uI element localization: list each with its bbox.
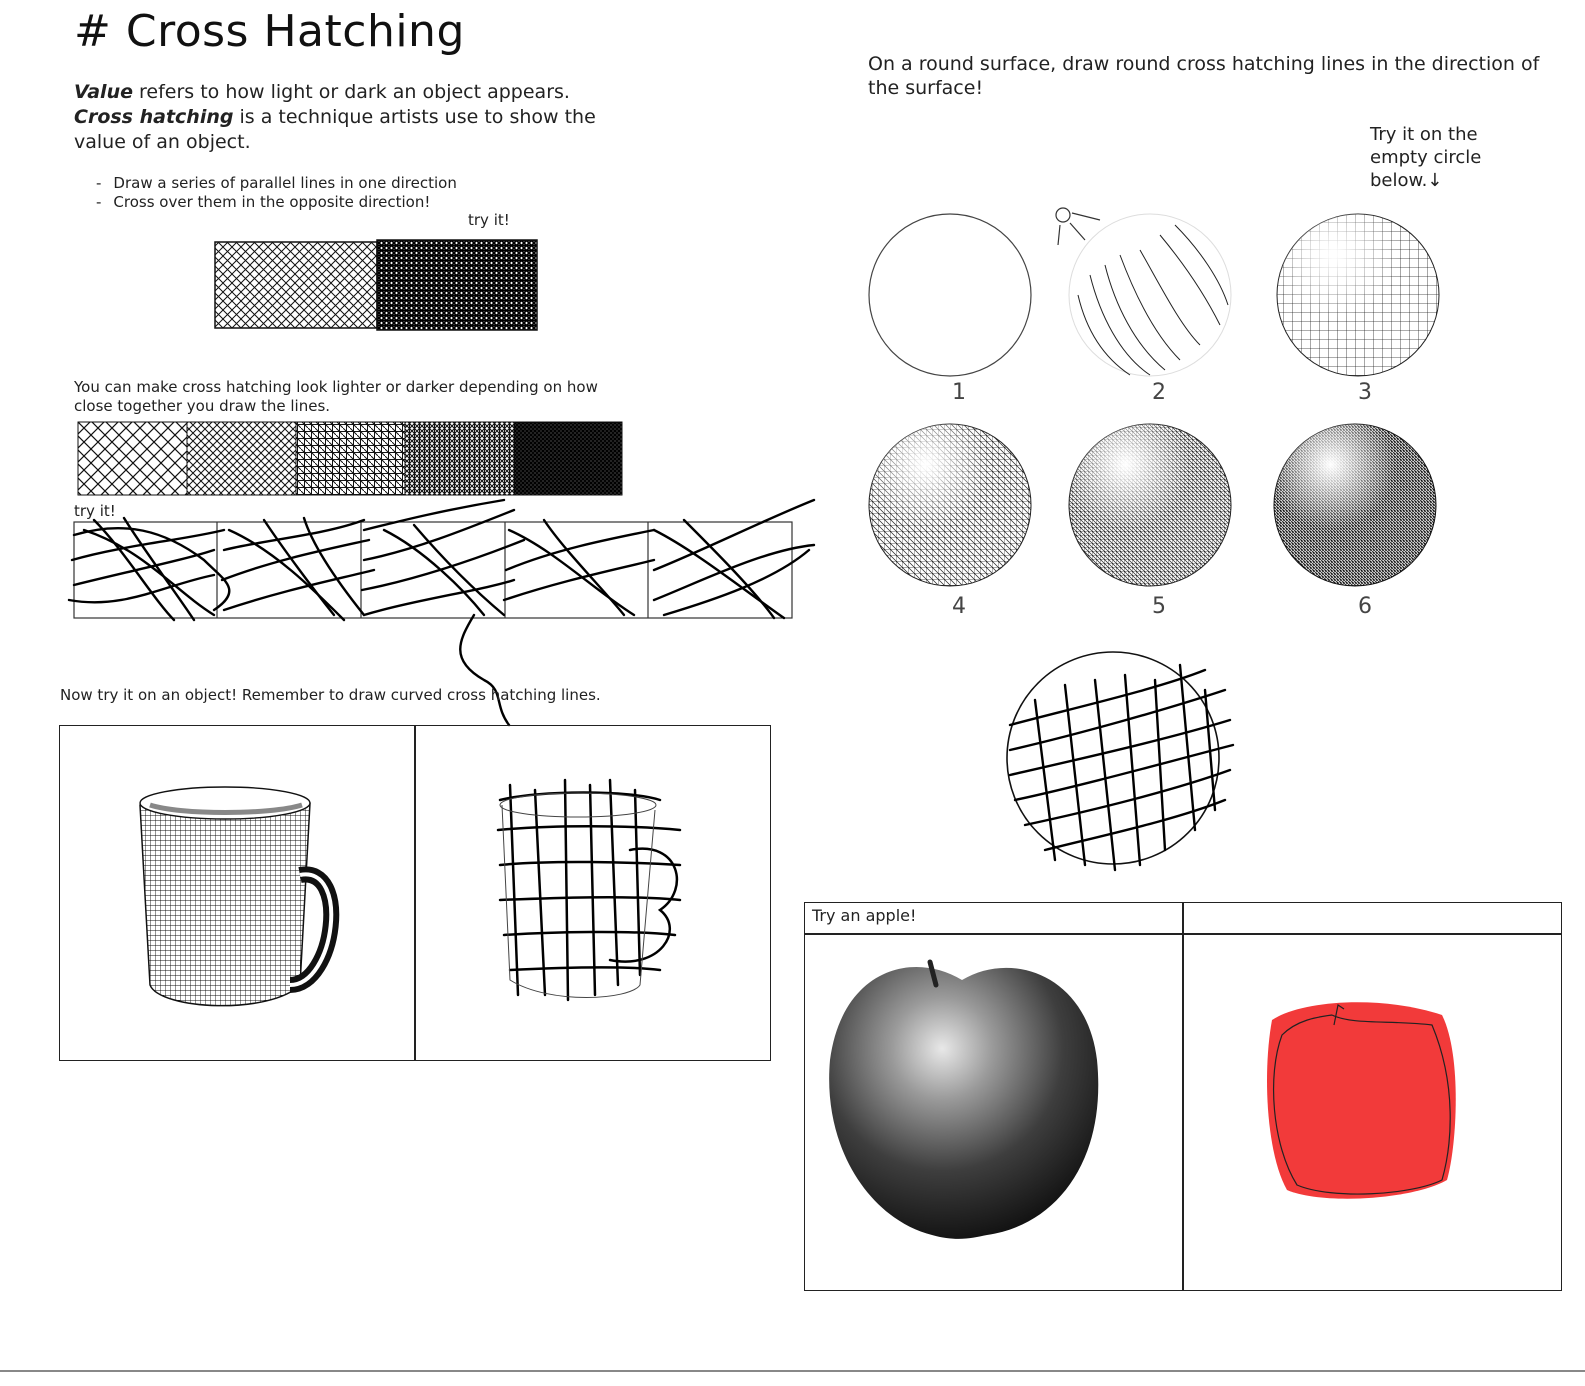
sphere-label-5: 5 [1152,594,1166,619]
mug-reference-drawing [120,775,340,1015]
density-text: You can make cross hatching look lighter or darker depending on how close together you draw the lines. [74,378,598,415]
try-it-label-1: try it! [468,211,510,229]
sphere-1 [869,214,1031,376]
intro-paragraph [74,80,634,155]
sphere-steps [860,195,1460,635]
page-title: # Cross Hatching [74,6,465,57]
sphere-label-1: 1 [952,380,966,405]
cross-hatching-definition: is a technique artists use to show the value of an object. [74,106,596,153]
list-item: - Cross over them in the opposite direction! [96,193,431,211]
sphere-student-drawing[interactable] [1005,650,1245,880]
sphere-label-3: 3 [1358,380,1372,405]
bottom-scroll-edge [0,1370,1585,1372]
light-bulb-icon [1056,208,1100,245]
apple-label: Try an apple! [812,906,917,925]
list-item: - Draw a series of parallel lines in one direction [96,174,457,192]
apple-table-divider [1182,902,1184,1291]
sphere-label-2: 2 [1152,380,1166,405]
sphere-label-6: 6 [1358,594,1372,619]
try-it-label-2: try it! [74,502,116,520]
steps-list [96,174,457,212]
empty-circle-hint: Try it on the empty circle below.↓ [1370,124,1482,191]
mug-student-drawing[interactable] [490,770,690,1010]
sphere-2 [1069,214,1231,376]
apple-table-header-line [804,933,1562,935]
cross-hatching-term: Cross hatching [74,106,234,128]
apple-reference-photo [822,950,1122,1250]
round-surface-instruction: On a round surface, draw round cross hatching lines in the direction of the surface! [868,53,1540,99]
density-strip [77,421,623,497]
apple-student-drawing[interactable] [1262,995,1462,1205]
value-term: Value [74,81,133,103]
object-instruction: Now try it on an object! Remember to draw curved cross hatching lines. [60,686,601,704]
mug-table-divider [414,725,416,1061]
value-definition: refers to how light or dark an object appears. [132,81,570,103]
sphere-label-4: 4 [952,594,966,619]
hatch-example [214,238,544,334]
